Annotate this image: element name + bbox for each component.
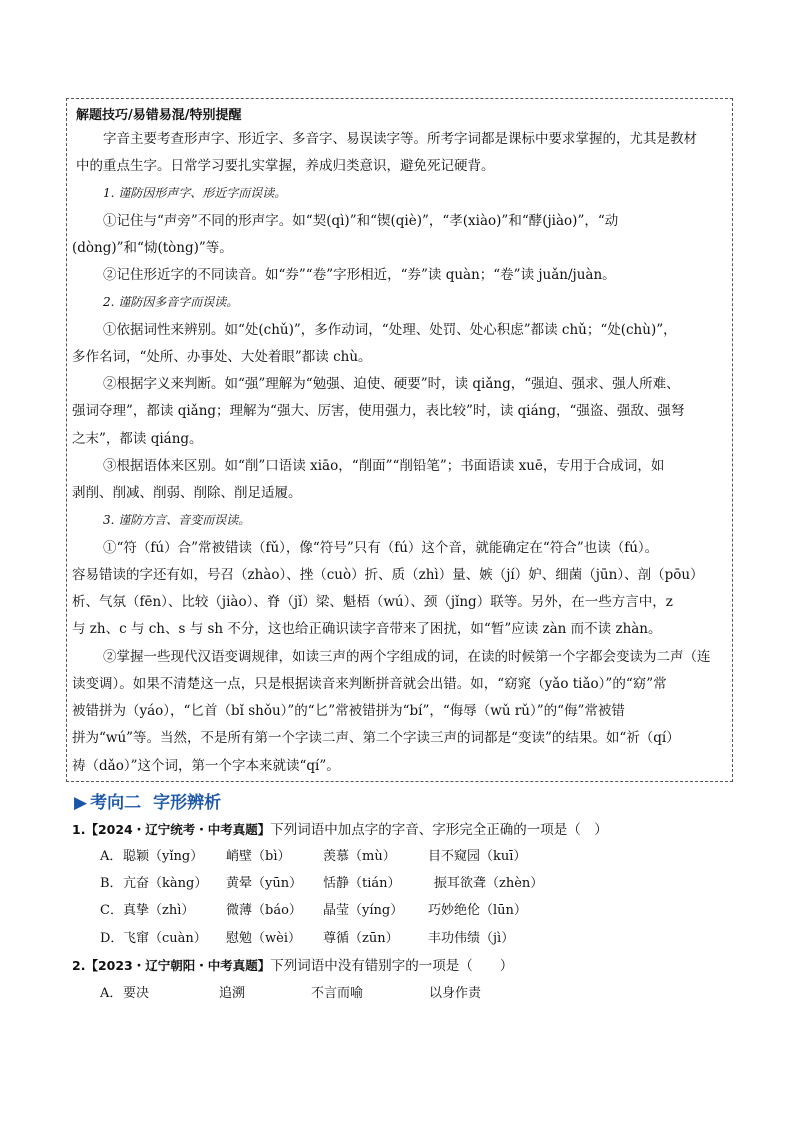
tips-text-line: 剥削、削减、削弱、削除、削足适履。 bbox=[72, 485, 302, 501]
tips-text-line: ①记住与“声旁”不同的形声字。如“契(qì)”和“锲(qiè)”，“孝(xiào)”和“酵(jiào)”，“动 bbox=[103, 213, 619, 229]
question-text: 下列词语中加点字的字音、字形完全正确的一项是（ ） bbox=[270, 822, 608, 838]
tips-subheading-1: 1. 谨防因形声字、形近字而误读。 bbox=[103, 186, 287, 200]
tips-intro-line-2: 中的重点生字。日常学习要扎实掌握，养成归类意识，避免死记硬背。 bbox=[76, 158, 495, 174]
triangle-marker-icon: ▶ bbox=[74, 793, 88, 813]
question-2-stem: 2.【2023・辽宁朝阳・中考真题】下列词语中没有错别字的一项是（ ） bbox=[72, 958, 514, 974]
tips-title: 解题技巧/易错易混/特别提醒 bbox=[76, 108, 242, 123]
tips-text-line: 之末”，都读 qiáng。 bbox=[72, 431, 203, 447]
tips-text-line: 祷（dǎo）”这个词，第一个字本来就读“qí”。 bbox=[72, 758, 340, 774]
question-source: 【2024・辽宁统考・中考真题】 bbox=[85, 822, 271, 837]
tips-text-line: ②记住形近字的不同读音。如“券”“卷”字形相近，“券”读 quàn；“卷”读 juǎn/juàn。 bbox=[103, 267, 616, 283]
question-source: 【2023・辽宁朝阳・中考真题】 bbox=[85, 958, 271, 973]
question-1-stem: 1.【2024・辽宁统考・中考真题】下列词语中加点字的字音、字形完全正确的一项是（ ） bbox=[72, 822, 608, 838]
section-heading bbox=[74, 788, 221, 813]
tips-text-line: ①“符（fú）合”常被错读（fǔ），像“符号”只有（fú）这个音，就能确定在“符合”也读（fú）。 bbox=[103, 540, 659, 556]
tips-text-line: 读变调）。如果不清楚这一点，只是根据读音来判断拼音就会出错。如，“窈窕（yǎo tiǎo）”的“窈”常 bbox=[72, 676, 667, 692]
tips-text-line: ③根据语体来区别。如“削”口语读 xiāo，“削面”“削铅笔”；书面语读 xuē，专用于合成词，如 bbox=[103, 458, 665, 474]
question-text: 下列词语中没有错别字的一项是（ ） bbox=[270, 958, 514, 974]
section-label: 考向二 bbox=[90, 793, 142, 813]
tips-text-line: ②根据字义来判断。如“强”理解为“勉强、迫使、硬要”时，读 qiǎng，“强迫、强求、强人所难、 bbox=[103, 376, 680, 392]
tips-text-line: ①依据词性来辨别。如“处(chǔ)”，多作动词，“处理、处罚、处心积虑”都读 chǔ；“处(chù)”， bbox=[103, 322, 677, 338]
section-title: 字形辨析 bbox=[153, 793, 222, 813]
tips-intro-line-1: 字音主要考查形声字、形近字、多音字、易误读字等。所考字词都是课标中要求掌握的，尤其是教材 bbox=[103, 131, 697, 147]
tips-text-line: 与 zh、c 与 ch、s 与 sh 不分，这也给正确识读字音带来了困扰，如“暂”应读 zàn 而不读 zhàn。 bbox=[72, 621, 662, 637]
tips-text-line: (dòng)”和“恸(tòng)”等。 bbox=[72, 240, 233, 256]
tips-text-line: 拼为“wú”等。当然，不是所有第一个字读二声、第二个字读三声的词都是“变读”的结果。如“祈（qí） bbox=[72, 730, 680, 746]
tips-text-line: 被错拼为（yáo），“匕首（bǐ shǒu）”的“匕”常被错拼为“bí”，“侮辱（wǔ rǔ）”的“侮”常被错 bbox=[72, 703, 625, 719]
tips-text-line: 多作名词，“处所、办事处、大处着眼”都读 chù。 bbox=[72, 349, 372, 365]
tips-subheading-3: 3. 谨防方言、音变而误读。 bbox=[103, 513, 251, 527]
tips-subheading-2: 2. 谨防因多音字而误读。 bbox=[103, 295, 239, 309]
tips-text-line: 容易错读的字还有如，号召（zhào）、挫（cuò）折、质（zhì）量、嫉（jí）妒、细菌（jūn）、剖（pōu） bbox=[72, 567, 704, 583]
tips-text-line: 强词夺理”，都读 qiǎng；理解为“强大、厉害，使用强力，表比较”时，读 qiáng，“强盗、强敌、强弩 bbox=[72, 403, 685, 419]
tips-text-line: 析、气氛（fēn）、比较（jiào）、脊（jǐ）梁、魁梧（wú）、颈（jǐng）联等。另外，在一些方言中，z bbox=[72, 594, 673, 610]
tips-text-line: ②掌握一些现代汉语变调规律，如读三声的两个字组成的词，在读的时候第一个字都会变读为二声（连 bbox=[103, 649, 711, 665]
